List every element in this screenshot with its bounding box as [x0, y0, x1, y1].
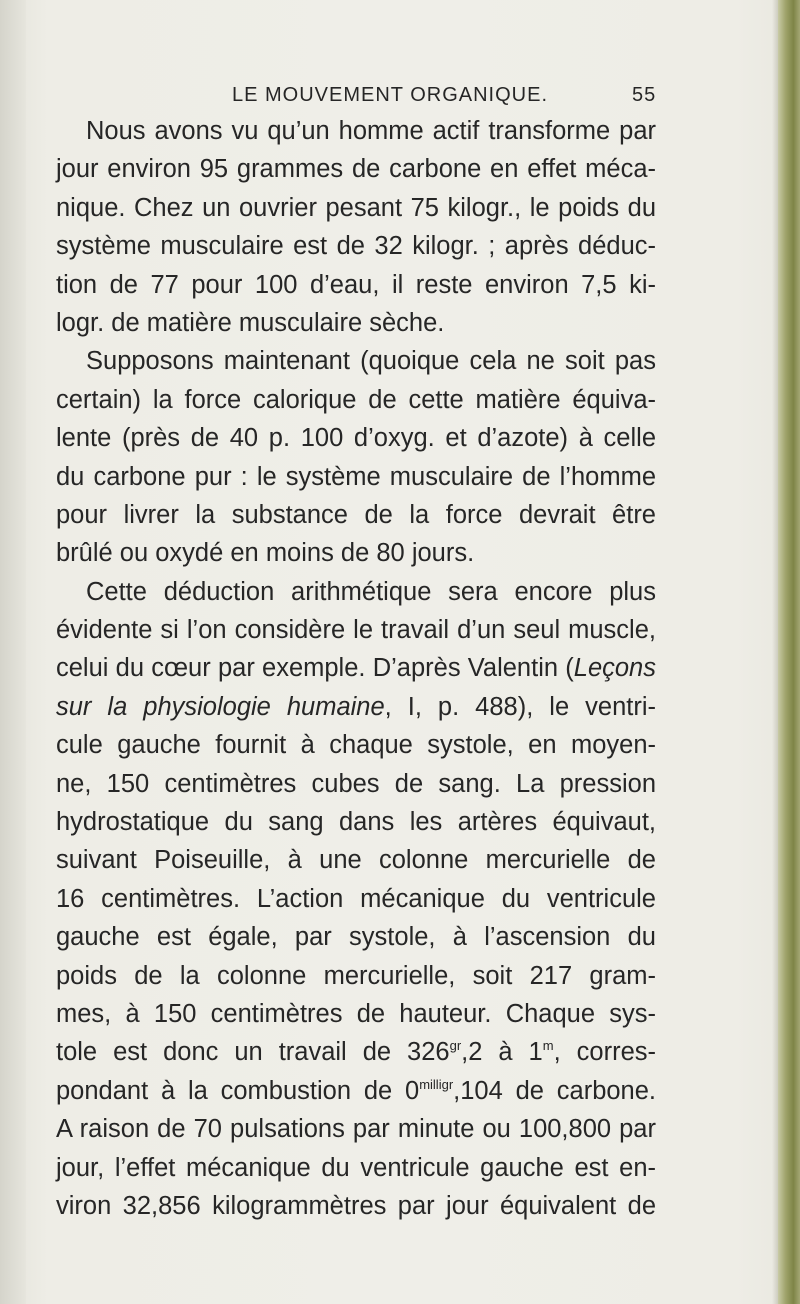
- page-gutter: [0, 0, 26, 1304]
- text-segment: pondant à la combustion de 0: [56, 1076, 420, 1105]
- text-line: pour livrer la substance de la force devrait être: [56, 500, 656, 529]
- text-line: [56, 688, 656, 726]
- unit-superscript: milligr: [419, 1076, 454, 1092]
- text-line: [56, 649, 656, 687]
- italic-citation: Leçons: [573, 654, 656, 683]
- text-line: évidente si l’on considère le travail d’un seul muscle,: [56, 616, 656, 645]
- italic-citation: sur la physiologie humaine: [56, 692, 385, 721]
- text-segment: ,104 de carbone.: [453, 1076, 657, 1105]
- text-line: cule gauche fournit à chaque systole, en moyen-: [56, 731, 656, 760]
- text-line: Cette déduction arithmétique sera encore plus: [86, 577, 656, 606]
- book-edge: [778, 0, 800, 1304]
- text-line: Nous avons vu qu’un homme actif transforme par: [86, 117, 656, 145]
- text-line: brûlé ou oxydé en moins de 80 jours.: [56, 539, 475, 568]
- text-line: Supposons maintenant (quoique cela ne soit pas: [86, 347, 656, 376]
- body-text: [56, 112, 656, 1225]
- text-segment: , I, p. 488), le ventri-: [384, 692, 656, 721]
- text-line: du carbone pur : le système musculaire de l’homme: [56, 462, 656, 491]
- unit-superscript: m: [542, 1038, 554, 1054]
- text-line: tion de 77 pour 100 d’eau, il reste environ 7,5 ki-: [56, 270, 656, 299]
- text-line: 16 centimètres. L’action mécanique du ventricule: [56, 884, 656, 913]
- text-segment: ,2 à 1: [461, 1038, 543, 1067]
- text-segment: , corres-: [553, 1038, 656, 1067]
- running-title: LE MOUVEMENT ORGANIQUE.: [232, 84, 549, 106]
- text-line: suivant Poiseuille, à une colonne mercurielle de: [56, 846, 656, 875]
- text-line: système musculaire est de 32 kilogr. ; après déduc-: [56, 232, 656, 261]
- unit-superscript: gr: [449, 1038, 462, 1054]
- text-segment: celui du cœur par exemple. D’après Valentin (: [56, 654, 574, 683]
- text-line: A raison de 70 pulsations par minute ou 100,800 par: [56, 1115, 656, 1144]
- text-line: nique. Chez un ouvrier pesant 75 kilogr., le poids du: [56, 193, 656, 222]
- text-line: mes, à 150 centimètres de hauteur. Chaque sys-: [56, 999, 656, 1028]
- text-line: logr. de matière musculaire sèche.: [56, 308, 445, 337]
- page-number: 55: [632, 84, 657, 106]
- text-line: viron 32,856 kilogrammètres par jour équivalent de: [56, 1191, 656, 1220]
- text-line: [56, 1072, 656, 1110]
- text-line: certain) la force calorique de cette matière équiva-: [56, 385, 656, 414]
- text-line: jour environ 95 grammes de carbone en effet méca-: [56, 155, 656, 184]
- text-line: [56, 1033, 656, 1071]
- text-line: gauche est égale, par systole, à l’ascension du: [56, 923, 656, 952]
- text-line: lente (près de 40 p. 100 d’oxyg. et d’azote) à celle: [56, 424, 656, 453]
- text-line: ne, 150 centimètres cubes de sang. La pression: [56, 769, 656, 798]
- text-line: jour, l’effet mécanique du ventricule gauche est en-: [56, 1153, 656, 1182]
- text-line: poids de la colonne mercurielle, soit 217 gram-: [56, 961, 656, 990]
- text-line: hydrostatique du sang dans les artères équivaut,: [56, 808, 656, 837]
- text-segment: tole est donc un travail de 326: [56, 1038, 450, 1067]
- page-header: [0, 84, 800, 110]
